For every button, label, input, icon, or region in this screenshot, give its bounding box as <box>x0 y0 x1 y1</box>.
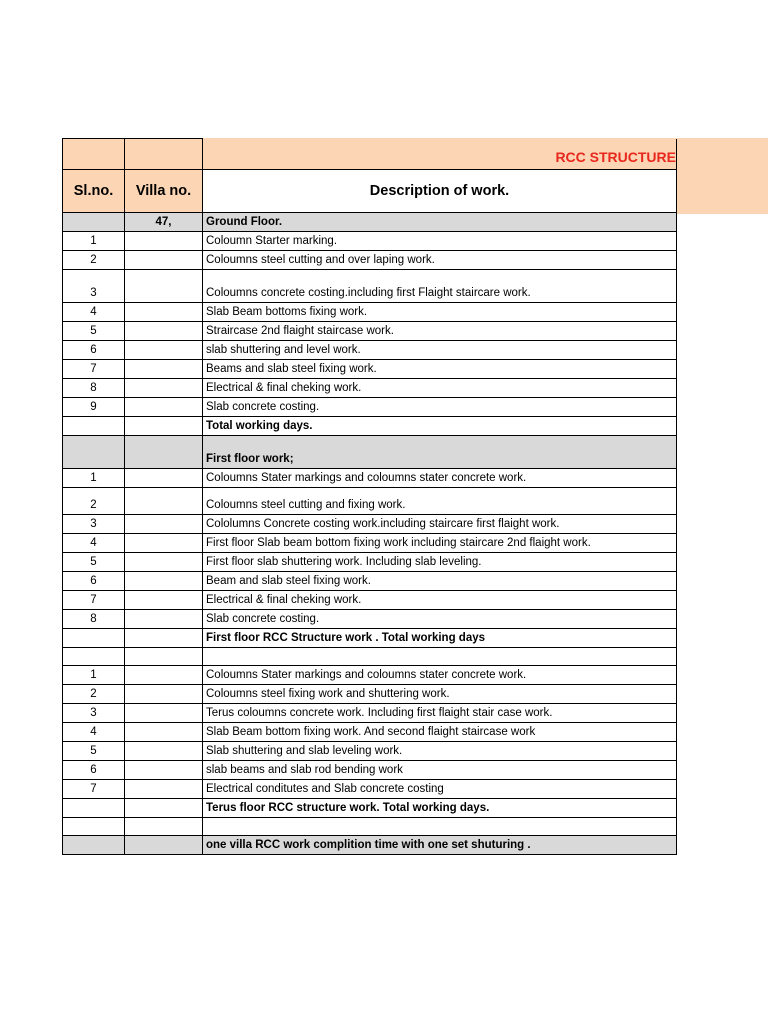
row-number: 1 <box>63 469 125 488</box>
row-description: Coloumns steel fixing work and shuttering work. <box>203 685 677 704</box>
row-description: Straircase 2nd flaight staircase work. <box>203 322 677 341</box>
cell-empty <box>63 139 125 170</box>
row-number: 7 <box>63 591 125 610</box>
table-row <box>63 469 677 488</box>
table-row <box>63 360 677 379</box>
row-description: Coloumn Starter marking. <box>203 232 677 251</box>
row-description: Cololumns Concrete costing work.including staircare first flaight work. <box>203 515 677 534</box>
cell-empty <box>63 799 125 818</box>
row-number: 9 <box>63 398 125 417</box>
cell-empty <box>125 139 203 170</box>
total-label: First floor RCC Structure work . Total working days <box>203 629 677 648</box>
row-number: 2 <box>63 488 125 515</box>
row-number: 7 <box>63 360 125 379</box>
villa-number: 47, <box>125 213 203 232</box>
cell-empty <box>125 685 203 704</box>
summary-label: one villa RCC work complition time with one set shuturing . <box>203 836 677 855</box>
cell-empty <box>125 591 203 610</box>
row-description: First floor Slab beam bottom fixing work including staircare 2nd flaight work. <box>203 534 677 553</box>
cell-empty <box>125 553 203 572</box>
cell-empty <box>63 629 125 648</box>
row-description: Coloumns concrete costing.including first Flaight staircare work. <box>203 270 677 303</box>
sheet-title: RCC STRUCTURE <box>555 149 676 165</box>
section-heading: Ground Floor. <box>203 213 677 232</box>
spacer-row <box>63 818 677 836</box>
cell-empty <box>125 515 203 534</box>
row-description: Electrical conditutes and Slab concrete costing <box>203 780 677 799</box>
cell-empty <box>125 341 203 360</box>
cell-empty <box>125 836 203 855</box>
row-number: 1 <box>63 232 125 251</box>
cell-empty <box>125 417 203 436</box>
row-number: 3 <box>63 704 125 723</box>
table-row <box>63 303 677 322</box>
cell-empty <box>203 648 677 666</box>
row-description: Coloumns steel cutting and over laping work. <box>203 251 677 270</box>
table-row <box>63 515 677 534</box>
row-description: Slab Beam bottoms fixing work. <box>203 303 677 322</box>
cell-empty <box>125 723 203 742</box>
summary-row <box>63 836 677 855</box>
row-number: 3 <box>63 515 125 534</box>
cell-empty <box>125 251 203 270</box>
row-number: 5 <box>63 553 125 572</box>
table-row <box>63 780 677 799</box>
cell-empty <box>125 818 203 836</box>
cell-empty <box>125 761 203 780</box>
cell-empty <box>63 417 125 436</box>
cell-empty <box>125 379 203 398</box>
row-description: Coloumns steel cutting and fixing work. <box>203 488 677 515</box>
cell-empty <box>63 436 125 469</box>
table-row <box>63 591 677 610</box>
cell-empty <box>125 360 203 379</box>
row-number: 6 <box>63 341 125 360</box>
cell-empty <box>125 469 203 488</box>
section-heading-row <box>63 436 677 469</box>
row-description: Coloumns Stater markings and coloumns stater concrete work. <box>203 469 677 488</box>
table-row <box>63 666 677 685</box>
table-row <box>63 742 677 761</box>
total-label: Terus floor RCC structure work. Total working days. <box>203 799 677 818</box>
row-description: Slab shuttering and slab leveling work. <box>203 742 677 761</box>
row-number: 3 <box>63 270 125 303</box>
cell-empty <box>125 303 203 322</box>
total-row <box>63 417 677 436</box>
cell-empty <box>125 780 203 799</box>
table-row <box>63 251 677 270</box>
table-row <box>63 534 677 553</box>
spacer-row <box>63 648 677 666</box>
table-row <box>63 322 677 341</box>
total-label: Total working days. <box>203 417 677 436</box>
row-description: Electrical & final cheking work. <box>203 379 677 398</box>
section-heading: First floor work; <box>203 436 677 469</box>
row-number: 4 <box>63 303 125 322</box>
rcc-structure-table <box>62 138 677 855</box>
header-row <box>63 170 677 213</box>
row-number: 6 <box>63 572 125 591</box>
table-row <box>63 704 677 723</box>
table-row <box>63 723 677 742</box>
row-description: Electrical & final cheking work. <box>203 591 677 610</box>
row-number: 1 <box>63 666 125 685</box>
cell-empty <box>63 836 125 855</box>
row-description: Beam and slab steel fixing work. <box>203 572 677 591</box>
row-number: 8 <box>63 379 125 398</box>
row-number: 2 <box>63 685 125 704</box>
row-number: 4 <box>63 723 125 742</box>
table-row <box>63 488 677 515</box>
table-row <box>63 341 677 360</box>
row-description: Slab concrete costing. <box>203 398 677 417</box>
cell-empty <box>125 610 203 629</box>
cell-empty <box>125 572 203 591</box>
row-description: slab beams and slab rod bending work <box>203 761 677 780</box>
cell-empty <box>125 322 203 341</box>
table-row <box>63 610 677 629</box>
row-number: 5 <box>63 322 125 341</box>
row-number: 6 <box>63 761 125 780</box>
table-row <box>63 572 677 591</box>
cell-empty <box>125 398 203 417</box>
cell-empty <box>125 666 203 685</box>
cell-empty <box>125 232 203 251</box>
row-number: 4 <box>63 534 125 553</box>
cell-empty <box>63 648 125 666</box>
cell-empty <box>125 534 203 553</box>
cell-empty <box>125 488 203 515</box>
row-description: slab shuttering and level work. <box>203 341 677 360</box>
cell-empty <box>125 704 203 723</box>
row-description: Slab Beam bottom fixing work. And second flaight staircase work <box>203 723 677 742</box>
table-row <box>63 379 677 398</box>
row-number: 5 <box>63 742 125 761</box>
table-row <box>63 398 677 417</box>
row-description: Coloumns Stater markings and coloumns stater concrete work. <box>203 666 677 685</box>
row-description: Beams and slab steel fixing work. <box>203 360 677 379</box>
cell-empty <box>125 436 203 469</box>
total-row <box>63 629 677 648</box>
table-row <box>63 553 677 572</box>
cell-empty <box>63 213 125 232</box>
row-number: 8 <box>63 610 125 629</box>
total-row <box>63 799 677 818</box>
row-description: Terus coloumns concrete work. Including first flaight stair case work. <box>203 704 677 723</box>
table-row <box>63 761 677 780</box>
header-description: Description of work. <box>203 170 677 213</box>
row-description: First floor slab shuttering work. Including slab leveling. <box>203 553 677 572</box>
header-sl-no: Sl.no. <box>63 170 125 213</box>
row-description: Slab concrete costing. <box>203 610 677 629</box>
cell-empty <box>63 818 125 836</box>
cell-empty <box>125 799 203 818</box>
cell-empty <box>203 818 677 836</box>
table-row <box>63 270 677 303</box>
row-number: 7 <box>63 780 125 799</box>
section-heading-row <box>63 213 677 232</box>
table-row <box>63 232 677 251</box>
cell-empty <box>125 648 203 666</box>
cell-empty <box>125 629 203 648</box>
cell-empty <box>125 270 203 303</box>
row-number: 2 <box>63 251 125 270</box>
table-row <box>63 685 677 704</box>
cell-empty <box>125 742 203 761</box>
header-villa-no: Villa no. <box>125 170 203 213</box>
